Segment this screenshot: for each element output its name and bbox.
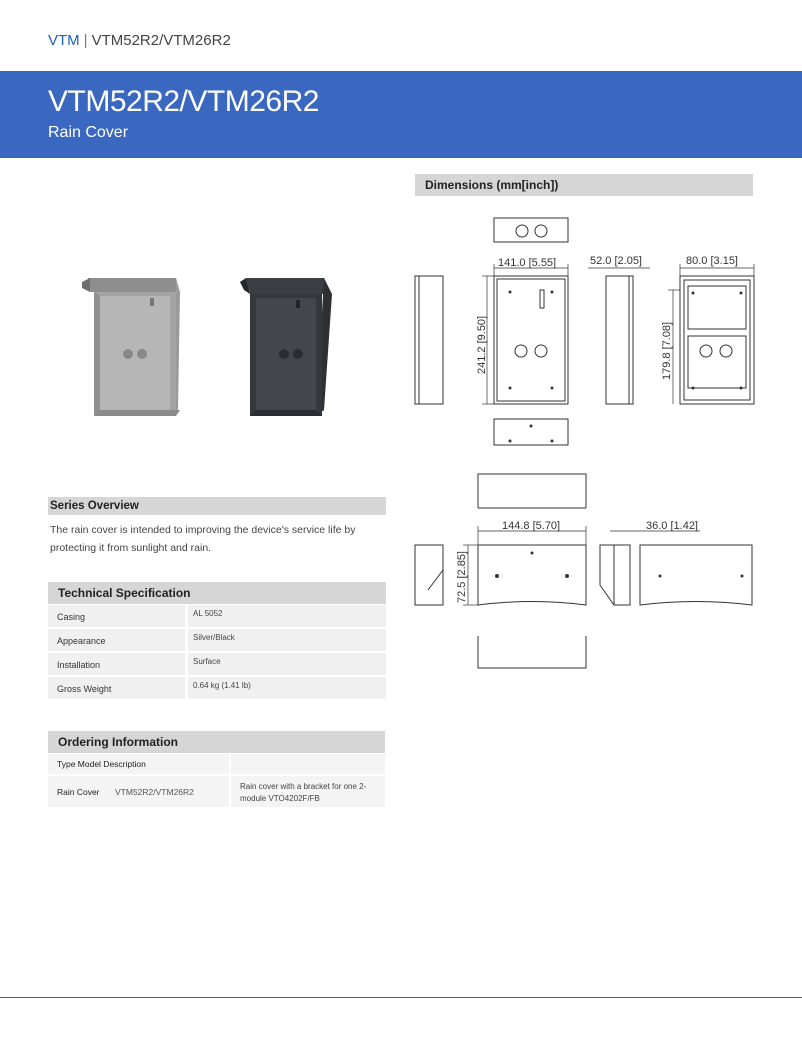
ordering-description: Rain cover with a bracket for one 2-module VTO4202F/FB — [231, 776, 385, 807]
ordering-header-label: Type Model Description — [48, 754, 229, 774]
model-label: VTM52R2/VTM26R2 — [91, 32, 231, 49]
series-overview-header: Series Overview — [48, 497, 386, 515]
spec-value: AL 5052 — [188, 605, 386, 627]
dimensions-section-header: Dimensions (mm[inch]) — [415, 174, 753, 196]
dim-height-total: 241.2 [9.50] — [476, 315, 488, 374]
spec-row-casing — [48, 605, 386, 627]
technical-specification-header: Technical Specification — [48, 582, 386, 604]
spec-key: Appearance — [48, 629, 185, 651]
spec-row-gross-weight — [48, 677, 386, 699]
series-overview-text: The rain cover is intended to improving the device's service life by protecting it from sunlight and rain. — [50, 524, 356, 554]
spec-key: Casing — [48, 605, 185, 627]
spec-key: Installation — [48, 653, 185, 675]
spec-row-installation — [48, 653, 386, 675]
spec-value: Silver/Black — [188, 629, 386, 651]
breadcrumb-separator: | — [83, 32, 88, 49]
spec-value: Surface — [188, 653, 386, 675]
ordering-header-spacer — [231, 754, 385, 774]
title-banner — [0, 71, 802, 158]
page-title: VTM52R2/VTM26R2 — [48, 85, 319, 118]
spec-row-appearance — [48, 629, 386, 651]
brand-label: VTM — [48, 32, 80, 49]
dim-width-bottom: 144.8 [5.70] — [502, 520, 561, 532]
page-subtitle: Rain Cover — [48, 124, 129, 141]
ordering-table-row — [48, 776, 385, 807]
ordering-type: Rain Cover — [48, 776, 106, 807]
dim-width-back: 80.0 [3.15] — [686, 255, 738, 267]
spec-value: 0.64 kg (1.41 lb) — [188, 677, 386, 699]
dim-width-front: 141.0 [5.55] — [498, 257, 557, 269]
dim-depth-side: 52.0 [2.05] — [590, 255, 642, 267]
spec-table — [48, 605, 386, 701]
dim-depth-bottom: 36.0 [1.42] — [646, 520, 698, 532]
black-rain-cover-image — [240, 278, 332, 416]
breadcrumb — [48, 32, 231, 49]
dim-height-back: 179.8 [7.08] — [661, 321, 673, 380]
footer-divider — [0, 997, 802, 998]
dimension-drawings — [405, 210, 800, 675]
ordering-table-header — [48, 754, 385, 774]
ordering-information-header: Ordering Information — [48, 731, 385, 753]
product-photos — [80, 270, 340, 430]
ordering-model: VTM52R2/VTM26R2 — [106, 776, 229, 807]
spec-key: Gross Weight — [48, 677, 185, 699]
silver-rain-cover-image — [82, 278, 180, 416]
dim-height-bottom: 72.5 [2.85] — [456, 551, 468, 603]
